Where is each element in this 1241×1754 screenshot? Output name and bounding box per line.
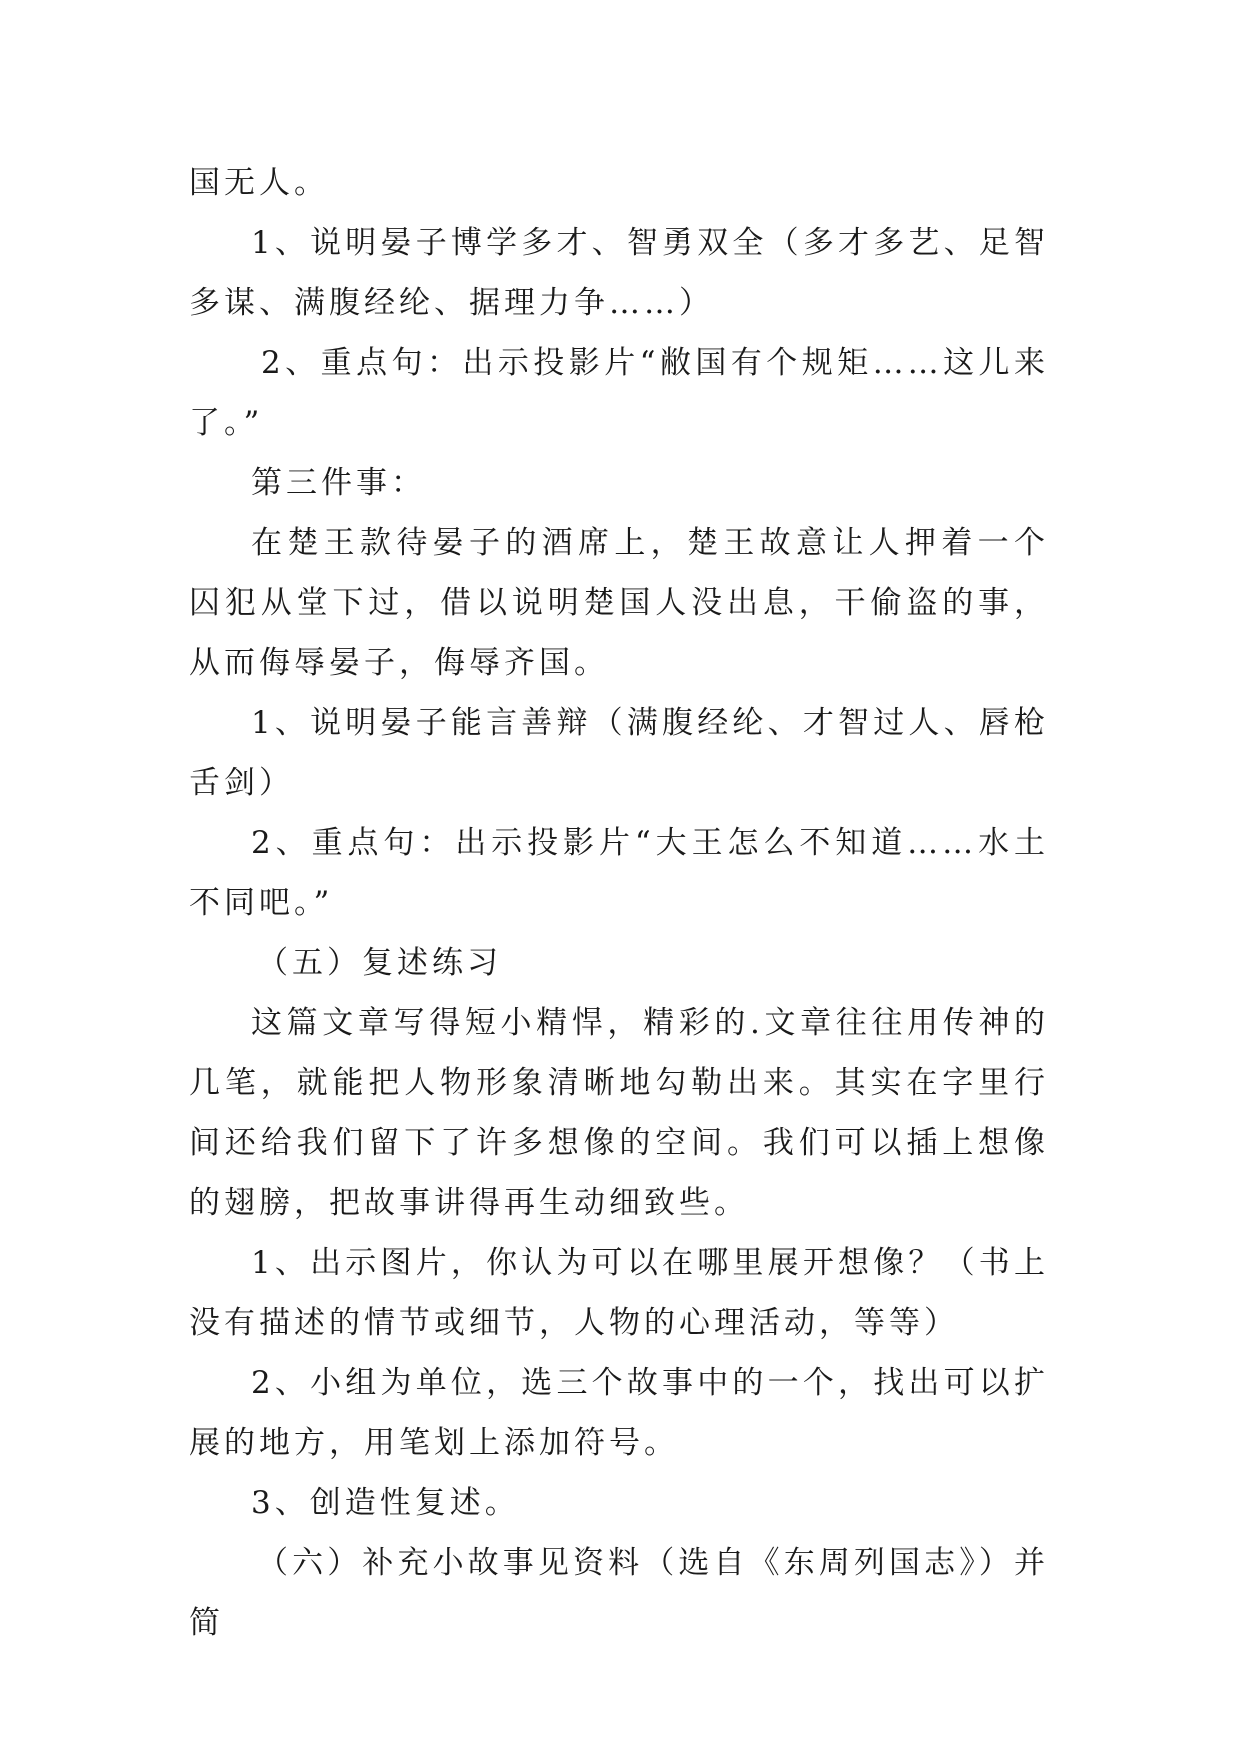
paragraph-third-event: 在楚王款待晏子的酒席上，楚王故意让人押着一个囚犯从堂下过，借以说明楚国人没出息，干偷盗的事，从而侮辱晏子，侮辱齐国。 [189, 525, 1049, 681]
paragraph-point-1b: 1、说明晏子能言善辩（满腹经纶、才智过人、唇枪舌剑） [189, 705, 1049, 801]
section-heading-retelling: （五）复述练习 [257, 945, 502, 981]
paragraph-point-1: 1、说明晏子博学多才、智勇双全（多才多艺、足智多谋、满腹经纶、据理力争……） [189, 225, 1049, 321]
paragraph-retelling-1: 1、出示图片，你认为可以在哪里展开想像？（书上没有描述的情节或细节，人物的心理活动，等等） [189, 1245, 1049, 1341]
paragraph-point-2b: 2、重点句：出示投影片“大王怎么不知道……水土不同吧。” [189, 825, 1049, 921]
paragraph-retelling-intro: 这篇文章写得短小精悍，精彩的.文章往往用传神的几笔，就能把人物形象清晰地勾勒出来。其实在字里行间还给我们留下了许多想像的空间。我们可以插上想像的翅膀，把故事讲得再生动细致些。 [189, 1005, 1049, 1221]
document-body [189, 153, 1049, 1653]
paragraph-continuation: 国无人。 [189, 165, 329, 201]
paragraph-point-2: 2、重点句：出示投影片“敝国有个规矩……这儿来了。” [189, 345, 1049, 441]
paragraph-retelling-2: 2、小组为单位，选三个故事中的一个，找出可以扩展的地方，用笔划上添加符号。 [189, 1365, 1049, 1461]
section-heading-third-event: 第三件事： [251, 465, 426, 501]
paragraph-retelling-3: 3、创造性复述。 [251, 1485, 520, 1521]
section-heading-supplement: （六）补充小故事见资料（选自《东周列国志》）并简 [189, 1545, 1049, 1641]
